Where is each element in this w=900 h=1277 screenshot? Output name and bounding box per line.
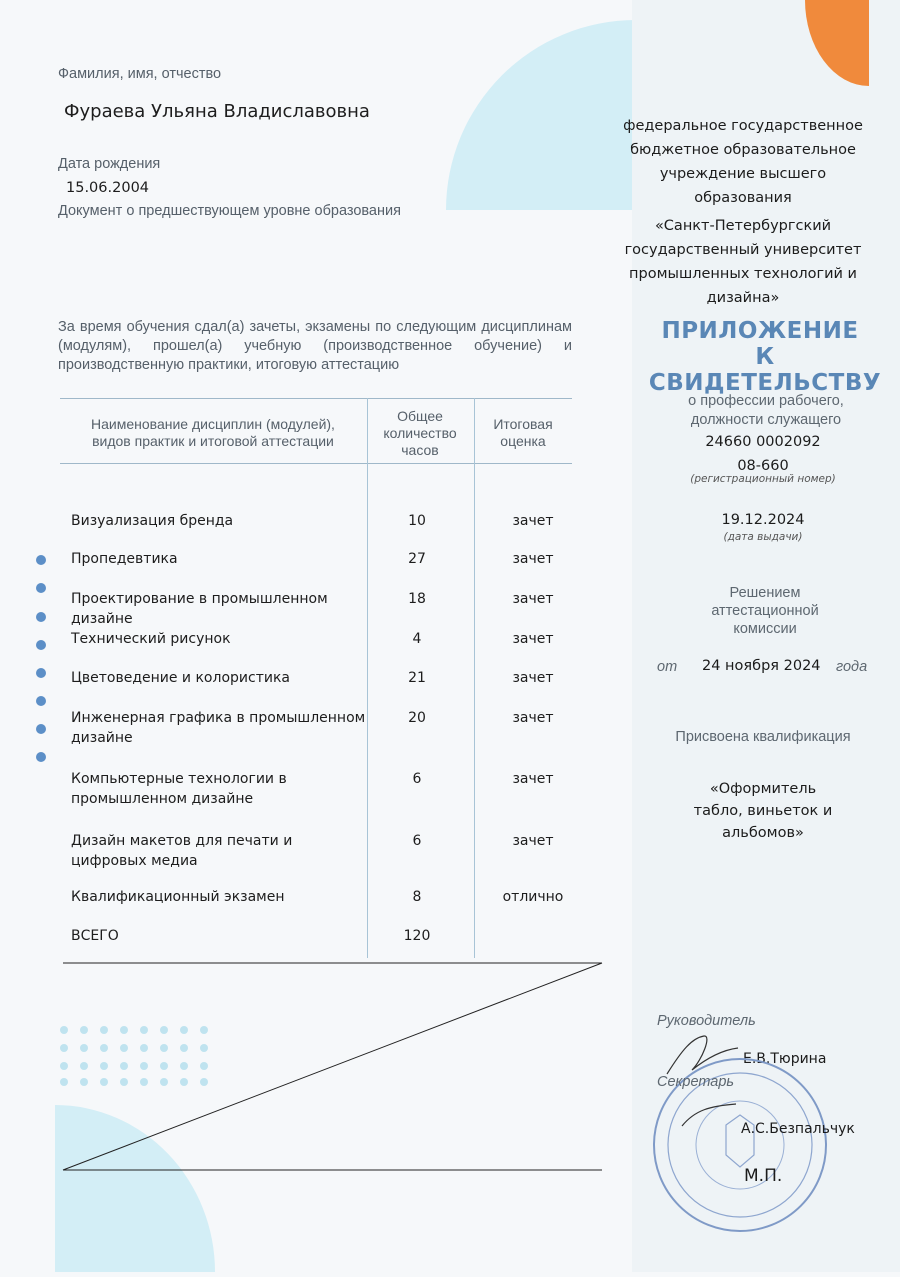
row-grade: зачет bbox=[512, 771, 554, 787]
decision-text: Решением аттестационной комиссии bbox=[711, 585, 819, 637]
row-name: Технический рисунок bbox=[71, 631, 231, 647]
row-grade: зачет bbox=[512, 513, 554, 529]
birth-label: Дата рождения bbox=[58, 156, 161, 172]
head-label: Руководитель bbox=[657, 1013, 756, 1029]
row-hours: 4 bbox=[412, 631, 422, 647]
row-hours: 20 bbox=[408, 710, 426, 726]
decision-date: 24 ноября 2024 bbox=[702, 658, 821, 674]
decor-orange-quarter bbox=[805, 0, 869, 86]
row-name: ВСЕГО bbox=[71, 928, 119, 944]
row-hours: 27 bbox=[408, 551, 426, 567]
row-hours: 6 bbox=[412, 771, 422, 787]
row-grade: зачет bbox=[512, 710, 554, 726]
row-name: Пропедевтика bbox=[71, 551, 178, 567]
header-hours: Общее количество часов bbox=[383, 408, 457, 458]
table-top-line bbox=[60, 398, 572, 399]
row-name: Инженерная графика в промышленном дизайне bbox=[71, 710, 366, 746]
row-grade: зачет bbox=[512, 833, 554, 849]
birth-date: 15.06.2004 bbox=[66, 180, 150, 196]
row-grade: зачет bbox=[512, 551, 554, 567]
secretary-signature-scribble bbox=[680, 1100, 740, 1130]
stamp-place: М.П. bbox=[744, 1166, 783, 1186]
row-hours: 10 bbox=[408, 513, 426, 529]
table-col-line-2 bbox=[474, 398, 475, 958]
intro-text: За время обучения сдал(а) зачеты, экзамены по следующим дисциплинам (модулям), прошел(а) учебную (производственное обучение) и производственную практики, итоговую аттестацию bbox=[58, 319, 572, 373]
prev-doc-label: Документ о предшествующем уровне образования bbox=[58, 203, 401, 219]
registration-number: 08-660 bbox=[737, 458, 789, 474]
institution-name: «Санкт-Петербургский государственный университет промышленных технологий и дизайна» bbox=[624, 218, 862, 306]
row-grade: отлично bbox=[502, 889, 564, 905]
decision-year-word: года bbox=[836, 659, 868, 675]
row-hours: 21 bbox=[408, 670, 426, 686]
row-name: Квалификационный экзамен bbox=[71, 889, 285, 905]
institution-type: федеральное государственное бюджетное образовательное учреждение высшего образования bbox=[623, 118, 863, 206]
document-title-line1: ПРИЛОЖЕНИЕ bbox=[661, 318, 859, 344]
decision-from: от bbox=[657, 659, 678, 675]
registration-label: (регистрационный номер) bbox=[690, 473, 836, 485]
row-hours: 6 bbox=[412, 833, 422, 849]
secretary-label: Секретарь bbox=[657, 1074, 735, 1090]
row-hours: 18 bbox=[408, 591, 426, 607]
row-name: Цветоведение и колористика bbox=[71, 670, 290, 686]
row-name: Дизайн макетов для печати и цифровых медиа bbox=[71, 833, 293, 869]
header-name: Наименование дисциплин (модулей), видов практик и итоговой аттестации bbox=[91, 416, 335, 449]
row-grade: зачет bbox=[512, 631, 554, 647]
table-header-line bbox=[60, 463, 572, 464]
qualification-label: Присвоена квалификация bbox=[675, 729, 851, 745]
issue-date-label: (дата выдачи) bbox=[723, 531, 803, 543]
row-name: Проектирование в промышленном дизайне bbox=[71, 591, 328, 627]
document-title-line2: К СВИДЕТЕЛЬСТВУ bbox=[648, 344, 882, 396]
issue-date: 19.12.2024 bbox=[721, 512, 805, 528]
secretary-name: А.С.Безпальчук bbox=[741, 1121, 855, 1137]
row-hours: 8 bbox=[412, 889, 422, 905]
row-grade: зачет bbox=[512, 670, 554, 686]
header-grade: Итоговая оценка bbox=[493, 416, 553, 449]
name-label: Фамилия, имя, отчество bbox=[58, 66, 222, 82]
row-name: Компьютерные технологии в промышленном дизайне bbox=[71, 771, 287, 807]
row-grade: зачет bbox=[512, 591, 554, 607]
student-name: Фураева Ульяна Владиславовна bbox=[64, 101, 370, 122]
row-name: Визуализация бренда bbox=[71, 513, 234, 529]
blank-strike-lines bbox=[60, 960, 606, 1174]
document-subtitle: о профессии рабочего, должности служащего bbox=[688, 393, 844, 428]
qualification-value: «Оформитель табло, виньеток и альбомов» bbox=[693, 781, 833, 841]
row-hours: 120 bbox=[403, 928, 431, 944]
certificate-number: 24660 0002092 bbox=[705, 434, 821, 450]
head-name: Е.В.Тюрина bbox=[743, 1051, 827, 1067]
